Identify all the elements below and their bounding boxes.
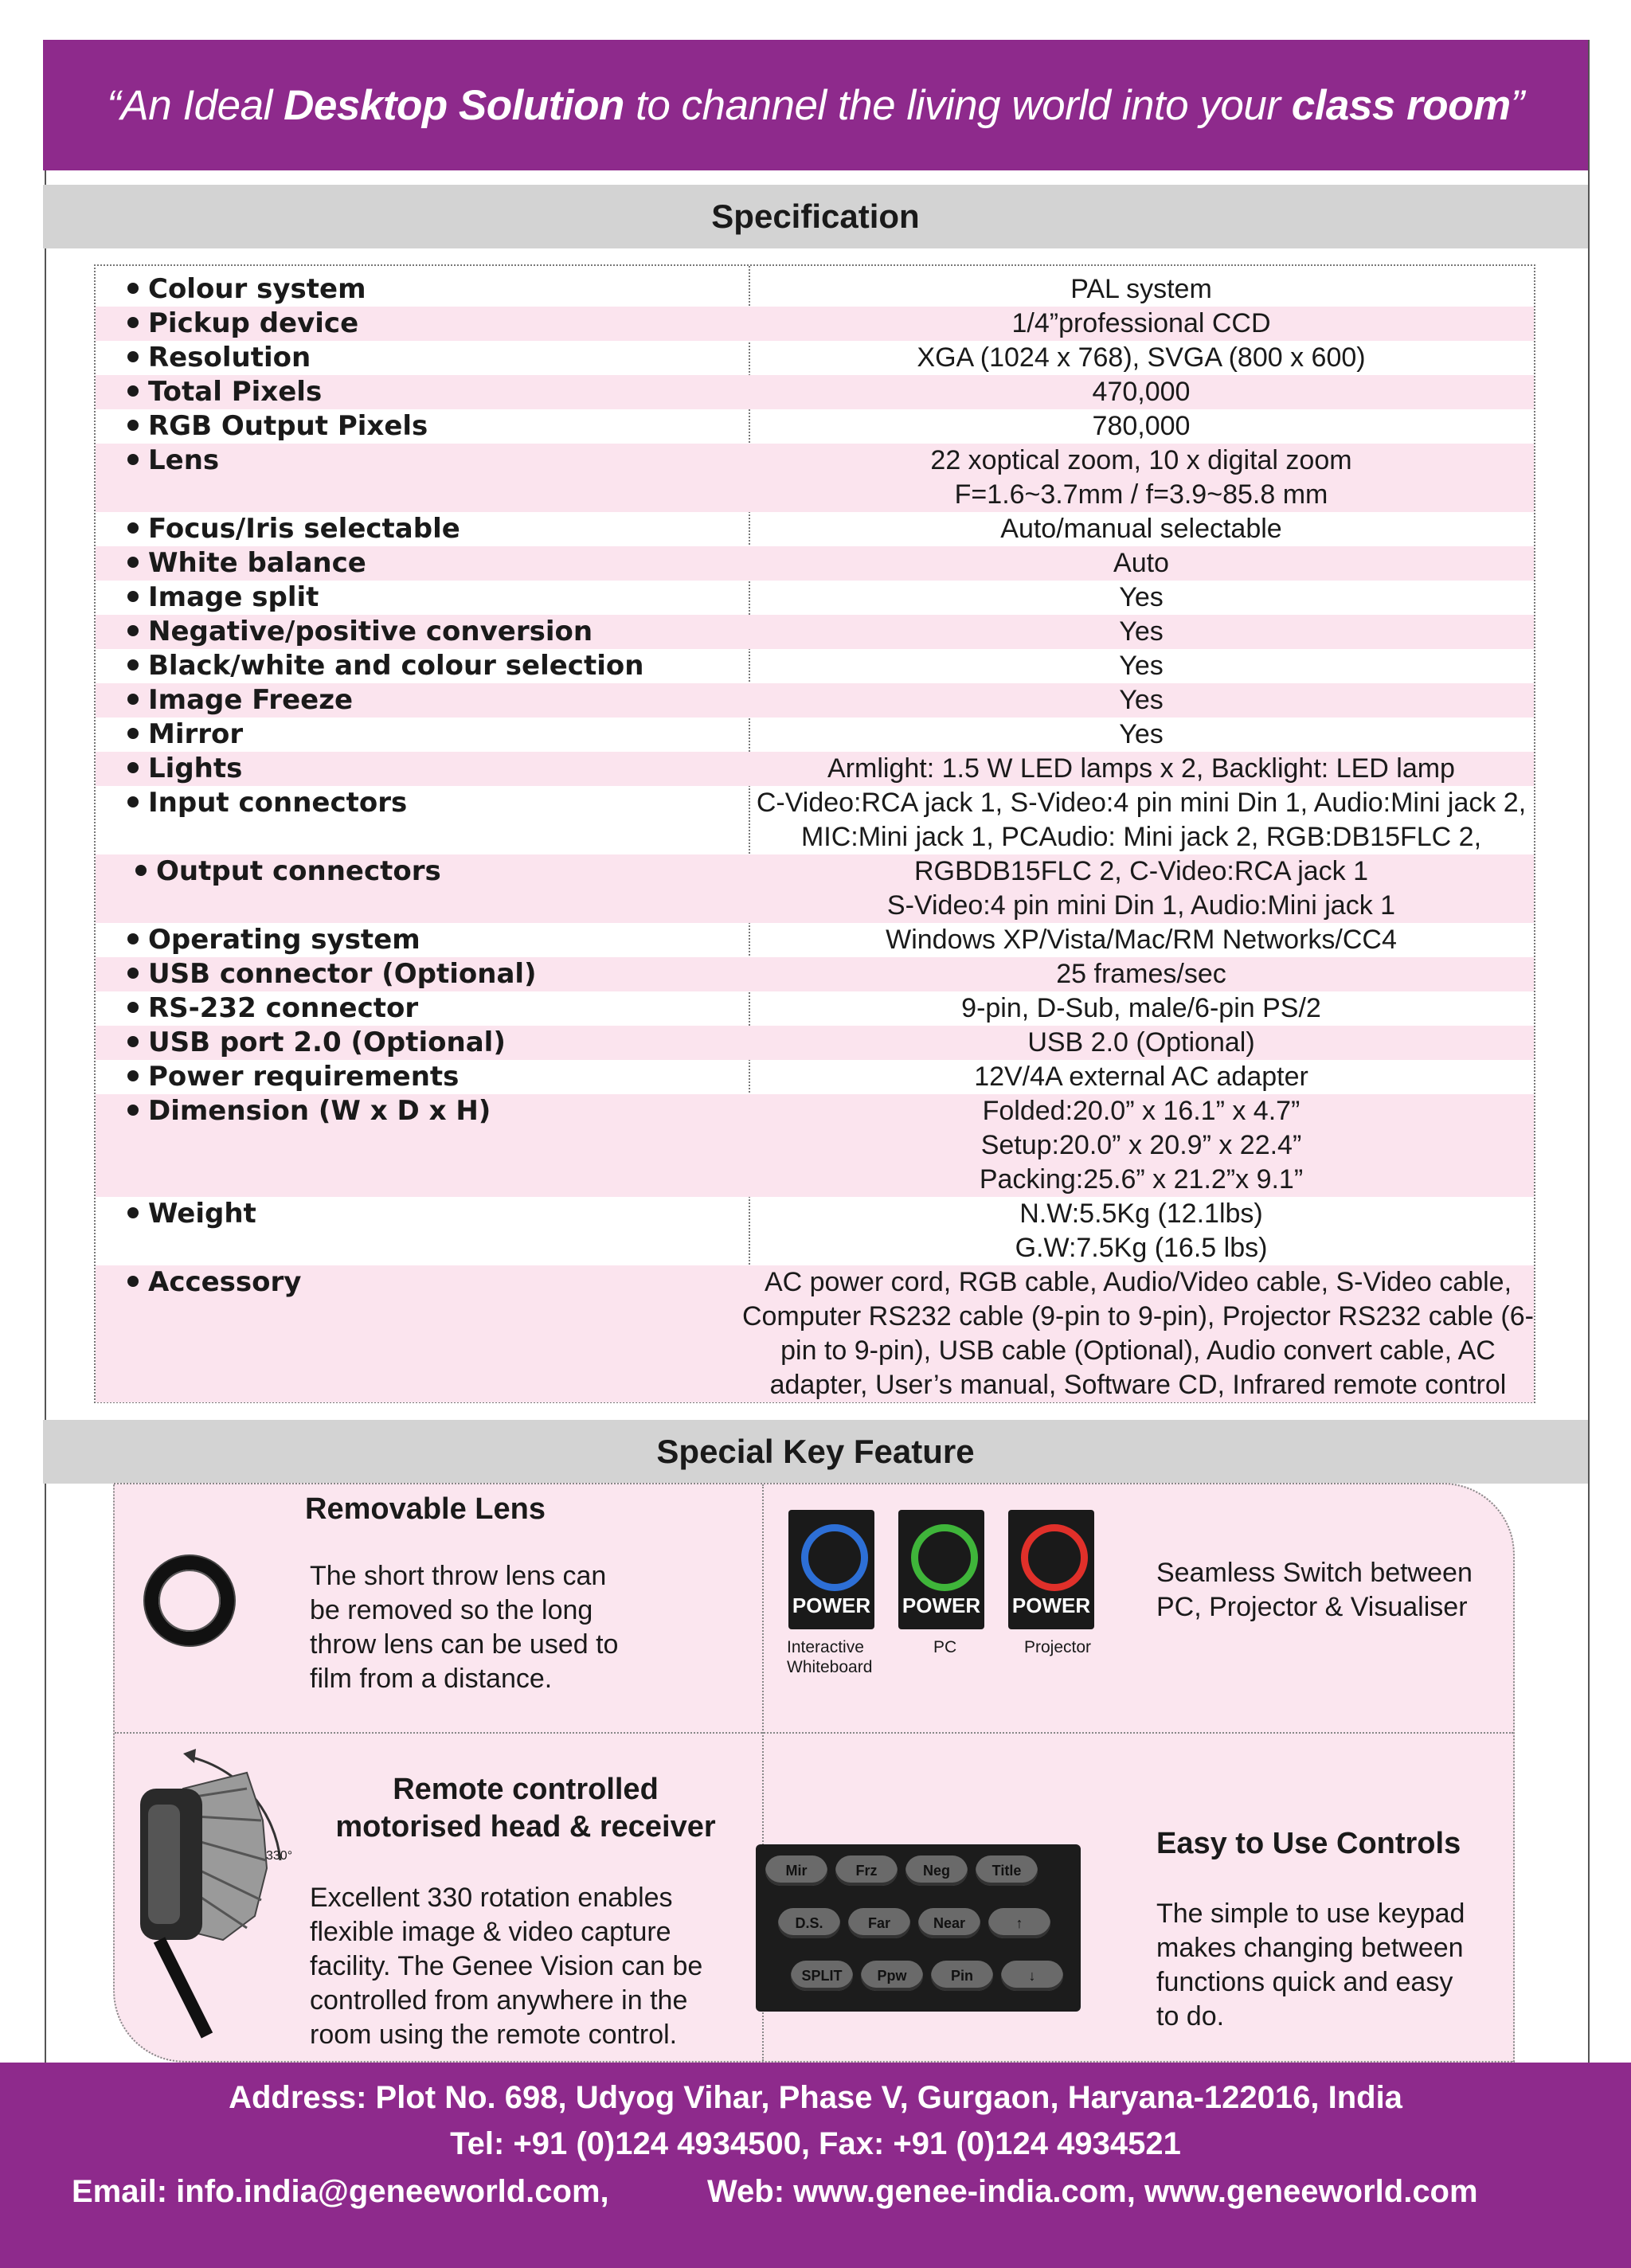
spec-row <box>96 718 1534 752</box>
spec-row <box>96 546 1534 581</box>
lens-ring-icon <box>143 1554 236 1647</box>
spec-label <box>96 923 749 957</box>
spec-row <box>96 957 1534 991</box>
bullet-icon <box>127 557 139 568</box>
spec-value <box>749 991 1534 1026</box>
spec-row <box>96 786 1534 854</box>
text-line: be removed so the long <box>310 1595 593 1625</box>
top-banner <box>43 40 1588 170</box>
spec-value-line: Yes <box>1119 651 1164 681</box>
spec-label <box>96 375 749 409</box>
spec-value <box>749 615 1534 649</box>
power-tile <box>788 1510 874 1629</box>
power-tile <box>1008 1510 1094 1629</box>
spec-row <box>96 1060 1534 1094</box>
spec-label-text: Resolution <box>148 342 311 373</box>
keypad-key: SPLIT <box>791 1961 853 1991</box>
text-line: facility. The Genee Vision can be <box>310 1951 703 1981</box>
rotation-angle-label: 330° <box>266 1849 293 1863</box>
bullet-icon <box>127 728 139 739</box>
spec-value-line: Packing:25.6” x 21.2”x 9.1” <box>979 1164 1304 1195</box>
spec-label-text: Colour system <box>148 273 366 305</box>
power-caption-line: Projector <box>1024 1638 1092 1656</box>
spec-label <box>96 409 749 444</box>
spec-value <box>749 718 1534 752</box>
text-line: PC, Projector & Visualiser <box>1156 1592 1468 1622</box>
spec-value <box>749 546 1534 581</box>
power-caption-line: Whiteboard <box>787 1658 873 1676</box>
spec-value <box>749 409 1534 444</box>
text-line: to do. <box>1156 2001 1225 2031</box>
footer-email[interactable]: Email: info.india@geneeworld.com, <box>72 2174 609 2209</box>
keypad-key: Mir <box>765 1855 827 1886</box>
spec-value-line: Yes <box>1119 685 1164 715</box>
keypad-key: ↑ <box>988 1908 1050 1938</box>
bullet-icon <box>127 1105 139 1116</box>
spec-label <box>96 272 749 307</box>
spec-value-line: Auto/manual selectable <box>1000 514 1282 544</box>
spec-label-text: Weight <box>148 1198 256 1230</box>
removable-lens-text <box>310 1559 618 1696</box>
removable-lens-title: Removable Lens <box>305 1492 546 1526</box>
easy-controls-title: Easy to Use Controls <box>1156 1827 1461 1860</box>
spec-value <box>749 854 1534 923</box>
spec-label-text: RGB Output Pixels <box>148 410 428 442</box>
keypad-key: Far <box>848 1908 910 1938</box>
easy-controls-text <box>1156 1897 1465 2034</box>
spec-value-line: MIC:Mini jack 1, PCAudio: Mini jack 2, RGB:DB15FLC 2, <box>800 822 1482 852</box>
spec-label-text: Focus/Iris selectable <box>148 513 460 545</box>
keypad-key: Frz <box>835 1855 898 1886</box>
motorised-head-icon <box>127 1741 295 2043</box>
text-line: room using the remote control. <box>310 2020 678 2050</box>
spec-value-line: 25 frames/sec <box>1056 959 1226 989</box>
text-line: The simple to use keypad <box>1156 1898 1465 1929</box>
bullet-icon <box>127 1036 139 1047</box>
keypad-key: Neg <box>905 1855 968 1886</box>
text-line: film from a distance. <box>310 1664 553 1694</box>
power-caption-line: PC <box>933 1638 957 1656</box>
specification-table <box>94 264 1535 1403</box>
spec-label-text: Mirror <box>148 718 244 750</box>
spec-value-line: adapter, User’s manual, Software CD, Infrared remote control <box>769 1370 1507 1400</box>
power-caption-line: Interactive <box>787 1638 864 1656</box>
bullet-icon <box>135 865 147 876</box>
spec-row <box>96 307 1534 341</box>
spec-value-line: 9-pin, D-Sub, male/6-pin PS/2 <box>961 993 1321 1023</box>
keypad-image <box>756 1844 1081 2012</box>
spec-label <box>96 752 749 786</box>
bullet-icon <box>127 625 139 636</box>
spec-label <box>96 444 749 512</box>
spec-value <box>742 1265 1534 1402</box>
spec-value <box>749 581 1534 615</box>
spec-label <box>96 991 749 1026</box>
power-caption <box>787 1637 872 1677</box>
spec-value <box>749 272 1534 307</box>
keypad-key: Near <box>918 1908 980 1938</box>
spec-value-line: Windows XP/Vista/Mac/RM Networks/CC4 <box>886 925 1397 955</box>
spec-label-text: Operating system <box>148 924 420 956</box>
spec-value-line: Armlight: 1.5 W LED lamps x 2, Backlight: LED lamp <box>827 753 1455 784</box>
spec-value <box>749 341 1534 375</box>
power-word: POWER <box>902 1593 981 1617</box>
spec-value <box>749 1094 1534 1197</box>
spec-value-line: Auto <box>1113 548 1169 578</box>
spec-value <box>749 512 1534 546</box>
spec-label <box>96 718 749 752</box>
spec-value-line: G.W:7.5Kg (16.5 lbs) <box>1015 1233 1268 1263</box>
spec-value <box>749 786 1534 854</box>
spec-value-line: 12V/4A external AC adapter <box>974 1062 1308 1092</box>
bullet-icon <box>127 659 139 671</box>
spec-value-line: XGA (1024 x 768), SVGA (800 x 600) <box>917 342 1366 373</box>
spec-label-text: USB connector (Optional) <box>148 958 537 990</box>
feature-heading: Special Key Feature <box>43 1420 1588 1484</box>
spec-value-line: S-Video:4 pin mini Din 1, Audio:Mini jack 1 <box>886 890 1396 921</box>
text-line: flexible image & video capture <box>310 1917 671 1947</box>
bullet-icon <box>127 385 139 397</box>
bullet-icon <box>127 454 139 465</box>
spec-label <box>96 512 749 546</box>
spec-value <box>749 1197 1534 1265</box>
spec-label-text: White balance <box>148 547 366 579</box>
text-line: controlled from anywhere in the <box>310 1985 688 2016</box>
feature-divider-horizontal <box>115 1732 1513 1734</box>
bullet-icon <box>127 762 139 773</box>
spec-row <box>96 854 1534 923</box>
bullet-icon <box>127 1070 139 1081</box>
spec-value-line: AC power cord, RGB cable, Audio/Video cable, S-Video cable, <box>764 1267 1512 1297</box>
bullet-icon <box>127 351 139 362</box>
spec-value-line: 470,000 <box>1092 377 1191 407</box>
spec-label <box>96 957 749 991</box>
spec-value-line: Yes <box>1119 719 1164 749</box>
spec-label-text: Lights <box>148 753 243 784</box>
spec-label-text: Image Freeze <box>148 684 354 716</box>
spec-value-line: N.W:5.5Kg (12.1lbs) <box>1019 1199 1263 1229</box>
bullet-icon <box>127 283 139 294</box>
spec-row <box>96 581 1534 615</box>
keypad-key: D.S. <box>778 1908 840 1938</box>
power-ring-icon <box>801 1524 868 1591</box>
spec-label-text: Lens <box>148 444 220 476</box>
spec-row <box>96 409 1534 444</box>
keypad-key: Ppw <box>861 1961 923 1991</box>
spec-label <box>96 1265 742 1402</box>
bullet-icon <box>127 1276 139 1287</box>
spec-label <box>96 307 749 341</box>
spec-value <box>749 1026 1534 1060</box>
spec-label-text: Dimension (W x D x H) <box>148 1095 491 1127</box>
spec-row <box>96 923 1534 957</box>
text-line: Seamless Switch between <box>1156 1558 1473 1588</box>
spec-label <box>96 1094 749 1197</box>
power-tile <box>898 1510 984 1629</box>
spec-row <box>96 375 1534 409</box>
spec-row <box>96 649 1534 683</box>
feature-panel <box>113 1483 1515 2063</box>
spec-row <box>96 1197 1534 1265</box>
spec-label <box>96 854 749 923</box>
spec-row <box>96 991 1534 1026</box>
spec-row <box>96 444 1534 512</box>
bullet-icon <box>127 1002 139 1013</box>
spec-label <box>96 649 749 683</box>
spec-label-text: Negative/positive conversion <box>148 616 593 647</box>
power-ring-icon <box>1021 1524 1088 1591</box>
tagline: “An Ideal Desktop Solution to channel the living world into your class room” <box>107 81 1524 129</box>
spec-label <box>96 1060 749 1094</box>
spec-value <box>749 957 1534 991</box>
spec-row <box>96 1265 1534 1402</box>
spec-value-line: Folded:20.0” x 16.1” x 4.7” <box>982 1096 1300 1126</box>
text-line: throw lens can be used to <box>310 1629 619 1660</box>
text-line: functions quick and easy <box>1156 1967 1453 1997</box>
spec-row <box>96 512 1534 546</box>
spec-value-line: Yes <box>1119 616 1164 647</box>
spec-label-text: Accessory <box>148 1266 302 1298</box>
spec-label-text: USB port 2.0 (Optional) <box>148 1026 506 1058</box>
spec-label-text: RS-232 connector <box>148 992 419 1024</box>
spec-value-line: 22 xoptical zoom, 10 x digital zoom <box>930 445 1352 475</box>
spec-value-line: pin to 9-pin), USB cable (Optional), Audio convert cable, AC <box>780 1335 1496 1366</box>
spec-label-text: Total Pixels <box>148 376 323 408</box>
spec-label <box>96 683 749 718</box>
power-caption <box>1024 1637 1091 1657</box>
text-line: Remote controlled <box>393 1773 659 1806</box>
spec-value-line: RGBDB15FLC 2, C-Video:RCA jack 1 <box>913 856 1369 886</box>
power-word: POWER <box>1011 1593 1091 1617</box>
power-ring-icon <box>911 1524 978 1591</box>
spec-value-line: 1/4”professional CCD <box>1011 308 1271 338</box>
spec-label <box>96 1026 749 1060</box>
spec-row <box>96 752 1534 786</box>
spec-value-line: Computer RS232 cable (9-pin to 9-pin), Projector RS232 cable (6- <box>741 1301 1534 1331</box>
spec-row <box>96 272 1534 307</box>
motorised-head-title <box>303 1771 749 1846</box>
spec-row <box>96 1094 1534 1197</box>
bullet-icon <box>127 591 139 602</box>
bullet-icon <box>127 968 139 979</box>
spec-row <box>96 615 1534 649</box>
bullet-icon <box>127 420 139 431</box>
bullet-icon <box>127 796 139 807</box>
spec-value-line: PAL system <box>1070 274 1212 304</box>
spec-label <box>96 546 749 581</box>
spec-label <box>96 341 749 375</box>
keypad-key: ↓ <box>1001 1961 1063 1991</box>
footer-phone: Tel: +91 (0)124 4934500, Fax: +91 (0)124 4934521 <box>450 2126 1181 2161</box>
spec-value <box>749 649 1534 683</box>
spec-label-text: Pickup device <box>148 307 359 339</box>
spec-value <box>749 1060 1534 1094</box>
text-line: Excellent 330 rotation enables <box>310 1883 673 1913</box>
keypad-key: Pin <box>931 1961 993 1991</box>
spec-value <box>749 375 1534 409</box>
spec-label <box>96 1197 749 1265</box>
power-caption <box>933 1637 956 1657</box>
spec-value <box>749 923 1534 957</box>
text-line: motorised head & receiver <box>335 1810 716 1844</box>
text-line: The short throw lens can <box>310 1561 607 1591</box>
footer-web[interactable]: Web: www.genee-india.com, www.geneeworld.com <box>707 2174 1478 2209</box>
spec-label <box>96 581 749 615</box>
footer-address: Address: Plot No. 698, Udyog Vihar, Phase V, Gurgaon, Haryana-122016, India <box>229 2080 1402 2115</box>
spec-value-line: 780,000 <box>1092 411 1191 441</box>
spec-value <box>749 752 1534 786</box>
spec-label-text: Output connectors <box>156 855 441 887</box>
bullet-icon <box>127 522 139 534</box>
spec-label-text: Input connectors <box>148 787 408 819</box>
spec-label-text: Black/white and colour selection <box>148 650 644 682</box>
text-line: makes changing between <box>1156 1933 1464 1963</box>
footer-banner <box>0 2063 1631 2268</box>
bullet-icon <box>127 694 139 705</box>
specification-heading: Specification <box>43 185 1588 248</box>
motorised-head-text <box>310 1881 702 2052</box>
bullet-icon <box>127 317 139 328</box>
spec-row <box>96 1026 1534 1060</box>
spec-value <box>749 444 1534 512</box>
spec-row <box>96 341 1534 375</box>
spec-value-line: USB 2.0 (Optional) <box>1027 1027 1255 1058</box>
spec-label-text: Power requirements <box>148 1061 460 1093</box>
spec-row <box>96 683 1534 718</box>
bullet-icon <box>127 1207 139 1218</box>
spec-label <box>96 615 749 649</box>
spec-value <box>749 307 1534 341</box>
spec-value <box>749 683 1534 718</box>
spec-value-line: F=1.6~3.7mm / f=3.9~85.8 mm <box>954 479 1328 510</box>
spec-value-line: Setup:20.0” x 20.9” x 22.4” <box>980 1130 1302 1160</box>
power-word: POWER <box>792 1593 871 1617</box>
keypad-key: Title <box>976 1855 1038 1886</box>
switch-text <box>1156 1556 1473 1625</box>
spec-value-line: C-Video:RCA jack 1, S-Video:4 pin mini Din 1, Audio:Mini jack 2, <box>756 788 1527 818</box>
spec-label <box>96 786 749 854</box>
spec-label-text: Image split <box>148 581 319 613</box>
bullet-icon <box>127 933 139 944</box>
spec-value-line: Yes <box>1119 582 1164 612</box>
